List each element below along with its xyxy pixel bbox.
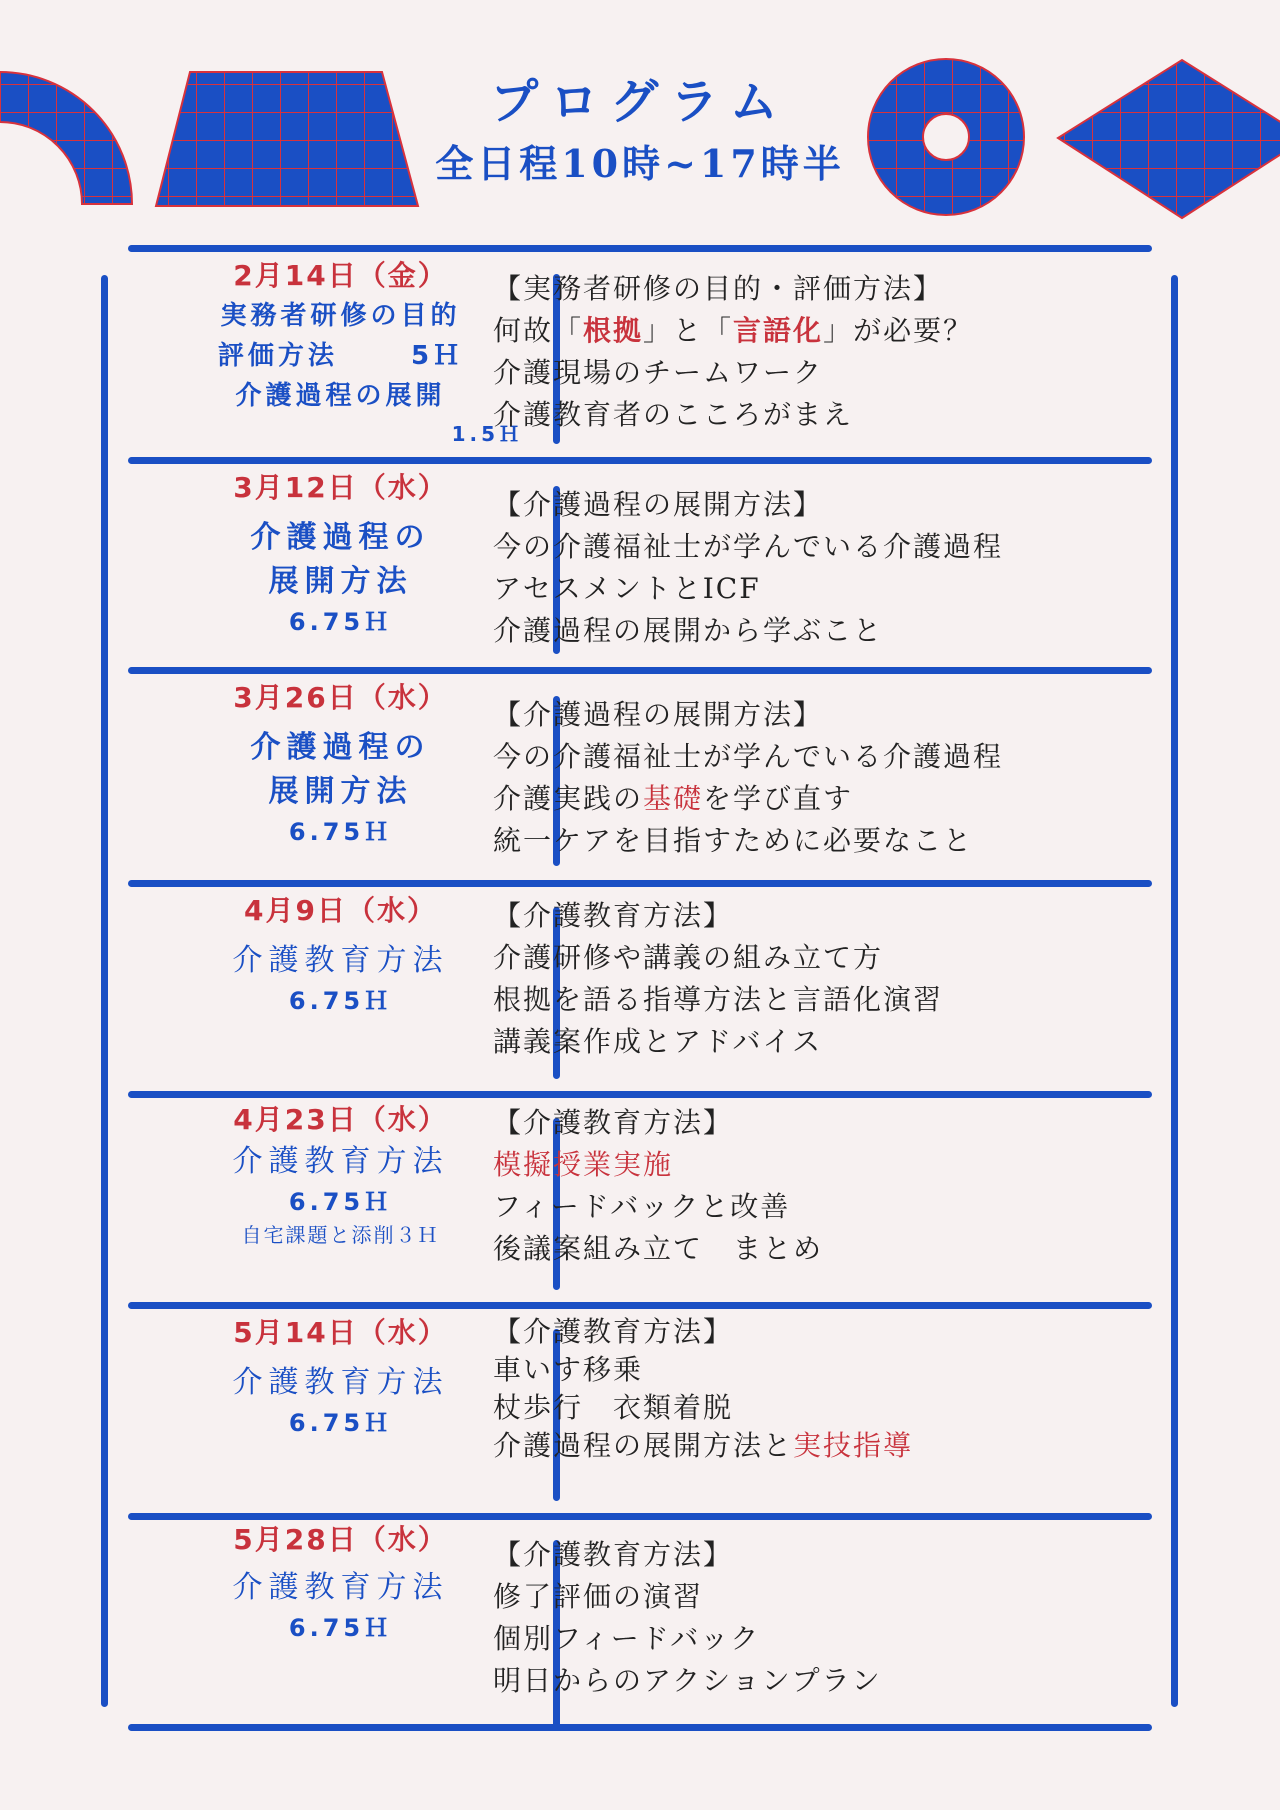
content-text: 」と「 bbox=[643, 314, 734, 347]
session-row bbox=[128, 464, 1152, 667]
session-summary bbox=[128, 678, 553, 850]
divider-line bbox=[128, 245, 1152, 252]
session-hours: 6.75Ｈ bbox=[288, 1188, 393, 1216]
highlight-text: 根拠 bbox=[583, 314, 644, 347]
divider-line bbox=[128, 457, 1152, 464]
session-heading: 【介護教育方法】 bbox=[493, 1315, 734, 1348]
session-content bbox=[493, 895, 943, 1063]
content-line: 介護研修や講義の組み立て方 bbox=[493, 941, 884, 974]
session-row bbox=[128, 1098, 1152, 1302]
content-line: 明日からのアクションプラン bbox=[493, 1664, 882, 1697]
session-row bbox=[128, 887, 1152, 1091]
session-content bbox=[493, 1534, 882, 1702]
content-text: 何故「 bbox=[493, 314, 584, 347]
session-content bbox=[493, 268, 973, 436]
session-topic: 評価方法 5Ｈ bbox=[217, 341, 464, 371]
session-row bbox=[128, 1309, 1152, 1513]
session-date: 3月26日（水） bbox=[233, 681, 448, 714]
session-heading: 【介護教育方法】 bbox=[493, 899, 734, 932]
divider-line bbox=[128, 1724, 1152, 1731]
session-hours: 6.75Ｈ bbox=[288, 818, 393, 846]
session-summary bbox=[128, 1100, 553, 1250]
session-topic: 介護教育方法 bbox=[232, 1144, 449, 1179]
content-line bbox=[493, 1427, 913, 1465]
highlight-text: 基礎 bbox=[643, 782, 704, 815]
content-text: 介護過程の展開方法と bbox=[493, 1429, 794, 1462]
content-line: アセスメントとICF bbox=[493, 572, 761, 605]
page-subtitle: 全日程10時~17時半 bbox=[435, 141, 845, 186]
session-heading: 【介護過程の展開方法】 bbox=[493, 488, 824, 521]
content-line: 今の介護福祉士が学んでいる介護過程 bbox=[493, 530, 1004, 563]
quarter-ring-grid-shape bbox=[0, 72, 132, 204]
content-line: 統一ケアを目指すために必要なこと bbox=[493, 824, 974, 857]
session-content bbox=[493, 1313, 913, 1465]
session-date: 4月9日（水） bbox=[244, 894, 437, 927]
divider-line bbox=[128, 1302, 1152, 1309]
content-line bbox=[493, 778, 1003, 820]
session-topic: 展開方法 bbox=[268, 564, 413, 599]
session-hours: 1.5Ｈ bbox=[451, 422, 523, 446]
session-hours: 6.75Ｈ bbox=[288, 608, 393, 636]
page-title: プログラム bbox=[490, 74, 790, 130]
session-content bbox=[493, 484, 1003, 652]
divider-line bbox=[128, 1091, 1152, 1098]
frame-left-line bbox=[101, 275, 108, 1707]
highlight-text: 言語化 bbox=[733, 314, 824, 347]
content-line: フィードバックと改善 bbox=[493, 1190, 791, 1223]
frame-right-line bbox=[1171, 275, 1178, 1707]
content-line: 車いす移乗 bbox=[493, 1353, 644, 1386]
content-line: 介護教育者のこころがまえ bbox=[493, 398, 854, 431]
session-date: 2月14日（金） bbox=[233, 259, 448, 292]
session-note: 自宅課題と添削３Ｈ bbox=[241, 1223, 440, 1247]
session-topic: 介護教育方法 bbox=[232, 1365, 449, 1400]
session-summary bbox=[128, 468, 553, 640]
session-date: 5月28日（水） bbox=[233, 1523, 448, 1556]
content-line: 介護過程の展開から学ぶこと bbox=[493, 614, 884, 647]
session-topic: 実務者研修の目的 bbox=[220, 301, 461, 331]
content-line: 杖歩行 衣類着脱 bbox=[493, 1391, 734, 1424]
session-topic: 介護過程の bbox=[250, 730, 431, 765]
session-heading: 【介護過程の展開方法】 bbox=[493, 698, 824, 731]
session-topic: 介護過程の展開 bbox=[235, 381, 446, 411]
session-hours: 6.75Ｈ bbox=[288, 1614, 393, 1642]
session-hours: 6.75Ｈ bbox=[288, 1409, 393, 1437]
content-line: 後議案組み立て まとめ bbox=[493, 1232, 824, 1265]
session-row bbox=[128, 1520, 1152, 1724]
session-topic: 介護教育方法 bbox=[232, 943, 449, 978]
session-content bbox=[493, 1102, 823, 1270]
session-date: 5月14日（水） bbox=[233, 1316, 448, 1349]
session-topic: 介護過程の bbox=[250, 520, 431, 555]
session-row bbox=[128, 252, 1152, 457]
session-heading: 【介護教育方法】 bbox=[493, 1106, 734, 1139]
highlight-line: 模擬授業実施 bbox=[493, 1148, 674, 1181]
session-content bbox=[493, 694, 1003, 862]
session-hours: 6.75Ｈ bbox=[288, 987, 393, 1015]
diamond-grid-shape bbox=[1058, 60, 1280, 218]
divider-line bbox=[128, 667, 1152, 674]
highlight-text: 実技指導 bbox=[793, 1429, 914, 1462]
session-summary bbox=[128, 1313, 553, 1441]
content-line: 根拠を語る指導方法と言語化演習 bbox=[493, 983, 944, 1016]
header bbox=[400, 70, 880, 192]
content-line: 介護現場のチームワーク bbox=[493, 356, 824, 389]
divider-line bbox=[128, 1513, 1152, 1520]
donut-grid-shape bbox=[868, 59, 1024, 215]
content-line: 講義案作成とアドバイス bbox=[493, 1025, 823, 1058]
session-row bbox=[128, 674, 1152, 880]
session-topic: 展開方法 bbox=[268, 774, 413, 809]
session-heading: 【実務者研修の目的・評価方法】 bbox=[493, 272, 944, 305]
session-summary bbox=[128, 891, 553, 1019]
content-text: 介護実践の bbox=[493, 782, 644, 815]
content-text: 」が必要？ bbox=[823, 314, 974, 347]
session-date: 4月23日（水） bbox=[233, 1103, 448, 1136]
content-line: 今の介護福祉士が学んでいる介護過程 bbox=[493, 740, 1004, 773]
content-line: 修了評価の演習 bbox=[493, 1580, 704, 1613]
content-text: を学び直す bbox=[703, 782, 854, 815]
session-topic: 介護教育方法 bbox=[232, 1570, 449, 1605]
session-summary bbox=[128, 1520, 553, 1646]
content-line: 個別フィードバック bbox=[493, 1622, 761, 1655]
session-heading: 【介護教育方法】 bbox=[493, 1538, 734, 1571]
session-summary bbox=[128, 256, 553, 452]
divider-line bbox=[128, 880, 1152, 887]
session-date: 3月12日（水） bbox=[233, 471, 448, 504]
content-line bbox=[493, 310, 973, 352]
trapezoid-grid-shape bbox=[156, 72, 418, 206]
